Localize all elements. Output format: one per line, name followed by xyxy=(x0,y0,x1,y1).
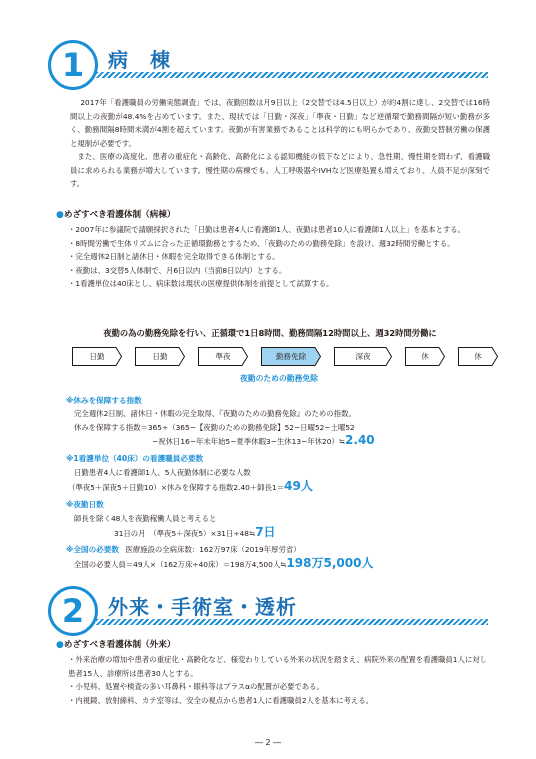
bullet-icon: ● xyxy=(56,640,64,650)
intro-paragraph: また、医療の高度化、患者の重症化・高齢化、高齢化による認知機能の低下などにより、急性期、慢性期を問わず、看護職員に求められる業務が増大しています。慢性期の病棟でも、人工呼吸器やIVHなど医療処置も増えており、人員不足が深刻です。 xyxy=(70,152,490,189)
schedule-step-label: 休 xyxy=(421,352,429,361)
schedule-step-label: 勤務免除 xyxy=(275,352,307,361)
rest-index-calc xyxy=(74,407,494,449)
calc-line: 師長を除く48人を夜勤稼働人員と考えると xyxy=(74,514,217,523)
page-number: ― 2 ― xyxy=(254,738,282,747)
list-item: ・完全週休2日制と諸休日・休暇を完全取得できる体制とする。 xyxy=(68,252,280,262)
section-title: 外来・手術室・透析 xyxy=(108,595,297,619)
schedule-title: 夜勤の為の勤務免除を行い、正循環で1日8時間、勤務間隔12時間以上、週32時間労働に xyxy=(103,328,437,338)
schedule-step xyxy=(72,347,122,366)
list-item: ・小児科、処置や検査の多い耳鼻科・眼科等はプラスαの配置が必要である。 xyxy=(68,682,324,692)
rest-index-heading: ※休みを保障する指数 xyxy=(66,396,142,405)
subsection-heading: ●めざすべき看護体制（外来） xyxy=(56,640,176,650)
night-days-heading: ※夜勤日数 xyxy=(66,500,104,509)
list-item: ・8時間労働で生体リズムに合った正循環勤務とするため、「夜勤のための勤務免除」を設け、週32時間労働とする。 xyxy=(68,238,455,248)
list-item: ・2007年に参議院で請願採択された「日勤は患者4人に看護師1人、夜勤は患者10人に看護師1人以上」を基本とする。 xyxy=(68,225,466,234)
night-days-value: 7日 xyxy=(255,524,276,539)
calc-line: （準夜5＋深夜5＋日勤10）×休みを保障する指数2.40＋師長1＝49人 xyxy=(68,478,313,493)
schedule-step-label: 深夜 xyxy=(355,352,371,361)
subsection-heading: ●めざすべき看護体制（病棟） xyxy=(56,210,176,220)
staff-calc xyxy=(68,466,494,494)
staff-value: 49人 xyxy=(284,478,313,493)
schedule-step xyxy=(334,347,392,366)
national-total-heading: ※全国の必要数 医療施設の全病床数：162万97床（2019年厚労省） xyxy=(66,545,301,554)
section-number-badge: 2 xyxy=(48,586,98,636)
list-item: ・内視鏡、放射線科、カテ室等は、安全の視点から患者1人に看護職員2人を基本に考える。 xyxy=(68,695,374,705)
schedule-step xyxy=(198,347,248,366)
list-item: ・外来治療の増加や患者の重症化・高齢化など、様変わりしている外来の状況を踏まえ、病院外来の配置を看護職員1人に対し患者15人、診療所は患者30人とする。 xyxy=(68,655,488,678)
schedule-step-label: 準夜 xyxy=(215,352,231,361)
schedule-step xyxy=(135,347,185,366)
list-item: ・1看護単位は40床とし、病床数は現状の医療提供体制を前提として試算する。 xyxy=(68,279,334,289)
national-total-calc: 全国の必要人員＝49人×（162万床÷40床）＝198万4,500人≒198万5,000人 xyxy=(74,556,374,570)
list-item: ・夜勤は、3交替5人体制で、月6日以内（当面8日以内）とする。 xyxy=(68,265,287,275)
schedule-step xyxy=(405,347,445,366)
section-number-badge: 1 xyxy=(48,40,98,90)
schedule-step-label: 休 xyxy=(474,352,482,361)
calc-line: 休みを保障する指数＝365÷（365−【夜勤のための勤務免除】52−日曜52−土曜52 xyxy=(74,422,355,432)
national-total-value: 198万5,000人 xyxy=(286,556,374,570)
schedule-step-label: 日勤 xyxy=(152,352,168,361)
section-title: 病 棟 xyxy=(108,48,171,72)
schedule-note: 夜勤のための勤務免除 xyxy=(240,374,318,383)
rest-index-value: 2.40 xyxy=(345,433,375,448)
schedule-step-highlight xyxy=(261,347,321,366)
schedule-step-label: 日勤 xyxy=(89,352,105,361)
calc-line: 完全週休2日制、諸休日・休暇の完全取得、『夜勤のための勤務免除』のための指数。 xyxy=(74,409,356,418)
system-list xyxy=(68,653,492,707)
night-days-calc xyxy=(74,512,494,540)
calc-line: 日勤患者4人に看護師1人、5人夜勤体制に必要な人数 xyxy=(74,468,251,477)
system-list xyxy=(68,223,492,291)
calc-line: −祝休日16−年末年始5−夏季休暇3−生休13−年休20）≒2.40 xyxy=(152,433,375,448)
staff-heading: ※1看護単位（40床）の看護職員必要数 xyxy=(66,454,204,463)
bullet-icon: ● xyxy=(56,210,64,220)
schedule-step xyxy=(458,347,498,366)
calc-line: 31日の月 （準夜5＋深夜5）×31日÷48≒7日 xyxy=(114,524,276,539)
intro-paragraph: 2017年「看護職員の労働実態調査」では、夜勤回数は月9日以上（2交替では4.5日以上）が約4割に達し、2交替では16時間以上の夜勤が48.4%を占めています。また、現状では「日勤・深夜」「準夜・日勤」など逆循環で勤務間隔が短い勤務が多く、勤務間隔8時間未満が4割を超えています。夜勤が有害業務であることは科学的にも明らかであり、夜勤交替制労働の保護と規制が必要です。 xyxy=(70,98,490,148)
